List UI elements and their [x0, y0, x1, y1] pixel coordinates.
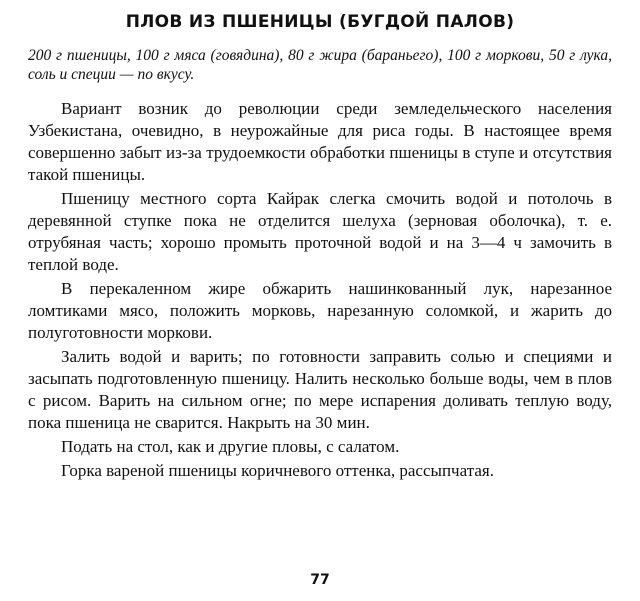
ingredients-list: 200 г пшеницы, 100 г мяса (говядина), 80 г жира (бараньего), 100 г моркови, 50 г лука, соль и специи — по вкусу. [28, 47, 612, 83]
paragraph-history: Вариант возник до революции среди земледельческого населения Узбекистана, очевидно, в неурожайные для риса годы. В настоящее время совершенно забыт из-за трудоемкости обработки пшеницы в ступе и отсутствия такой пшеницы. [28, 99, 612, 184]
recipe-title: ПЛОВ ИЗ ПШЕНИЦЫ (БУГДОЙ ПАЛОВ) [125, 12, 515, 32]
paragraph-frying: В перекаленном жире обжарить нашинкованный лук, нарезанное ломтиками мясо, положить морковь, нарезанную соломкой, и жарить до полуготовности моркови. [28, 279, 612, 342]
paragraph-cooking: Залить водой и варить; по готовности заправить солью и специями и засыпать подготовленную пшеницу. Налить несколько больше воды, чем в плов с рисом. Варить на сильном огне; по мере испарения доливать теплую воду, пока пшеница не сварится. Накрыть на 30 мин. [28, 347, 612, 432]
page-number: 77 [310, 572, 330, 588]
paragraph-wheat-preparation: Пшеницу местного сорта Кайрак слегка смочить водой и потолочь в деревянной ступке пока не отделится шелуха (зерновая оболочка), т. е. отрубяная часть; хорошо промыть проточной водой и на 3—4 ч замочить в теплой воде. [28, 189, 612, 274]
recipe-page [28, 12, 612, 484]
paragraph-appearance: Горка вареной пшеницы коричневого оттенка, рассыпчатая. [61, 461, 494, 480]
paragraph-serving: Подать на стол, как и другие пловы, с салатом. [61, 437, 400, 456]
